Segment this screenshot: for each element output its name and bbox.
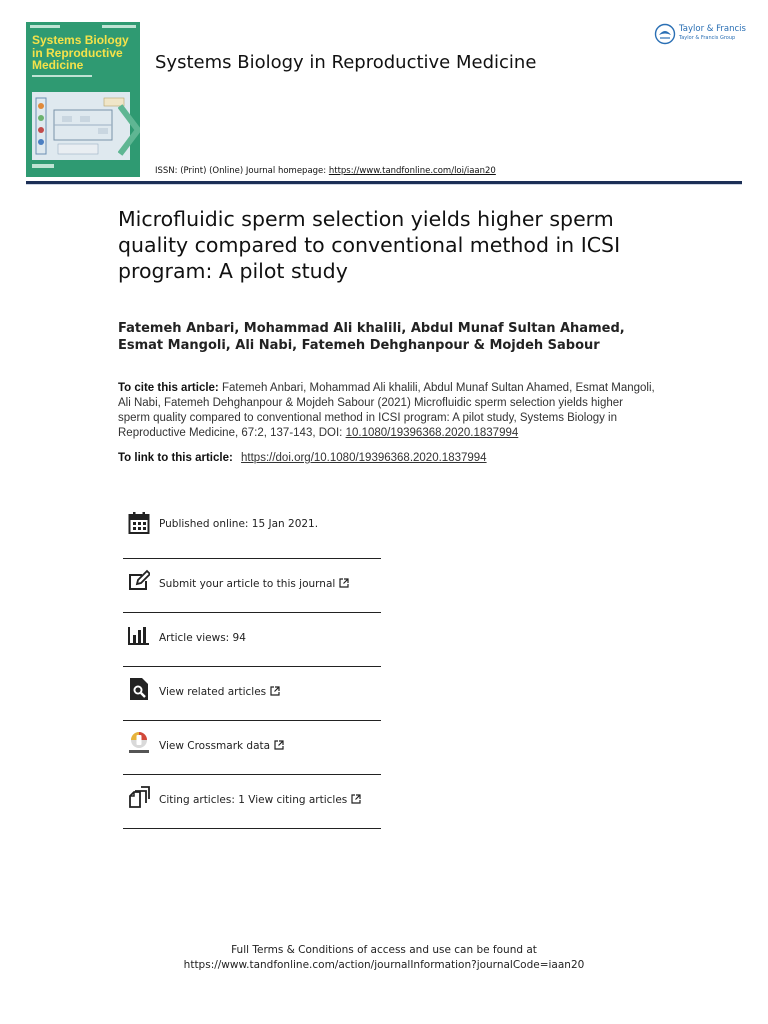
info-related-articles[interactable] <box>123 667 381 721</box>
cite-label: To cite this article: <box>118 382 219 394</box>
footer-line-1: Full Terms & Conditions of access and use can be found at <box>231 944 537 956</box>
article-link-block <box>118 452 658 464</box>
footer-terms <box>0 943 768 973</box>
article-doi-url[interactable]: https://doi.org/10.1080/19396368.2020.1837994 <box>241 452 487 464</box>
cover-title: Systems Biology in Reproductive Medicine <box>32 33 129 72</box>
cover-figure <box>32 92 130 160</box>
bar-chart-icon <box>128 623 150 647</box>
journal-cover <box>26 22 140 177</box>
info-crossmark-text[interactable]: View Crossmark data <box>159 740 271 752</box>
publisher-logo[interactable] <box>654 22 746 48</box>
info-related-text[interactable]: View related articles <box>159 686 267 698</box>
link-label: To link to this article: <box>118 452 233 464</box>
edit-icon <box>128 569 150 593</box>
doi-link[interactable]: 10.1080/19396368.2020.1837994 <box>345 427 519 439</box>
info-crossmark[interactable] <box>123 721 381 775</box>
article-title: Microfluidic sperm selection yields higher sperm quality compared to conventional method in ICSI program: A pilot study <box>118 207 621 283</box>
external-link-icon <box>274 740 284 750</box>
taylor-francis-logo-icon <box>654 23 676 45</box>
citation-block <box>118 381 658 441</box>
external-link-icon <box>270 686 280 696</box>
info-submit-text[interactable]: Submit your article to this journal <box>159 578 336 590</box>
cover-publisher-mark <box>32 164 54 168</box>
info-views-text: Article views: 94 <box>159 632 246 644</box>
publisher-name: Taylor & Francis <box>679 24 746 34</box>
info-citing-text[interactable]: Citing articles: 1 View citing articles <box>159 794 348 806</box>
citing-articles-icon <box>128 785 150 809</box>
info-article-views <box>123 613 381 667</box>
calendar-icon <box>128 511 150 535</box>
info-published <box>123 505 381 559</box>
issn-line <box>155 166 496 176</box>
cover-byline <box>32 75 92 77</box>
info-published-text: Published online: 15 Jan 2021. <box>159 518 319 530</box>
issn-label: ISSN: (Print) (Online) Journal homepage: <box>155 166 327 176</box>
search-document-icon <box>128 677 150 701</box>
journal-homepage-link[interactable]: https://www.tandfonline.com/loi/iaan20 <box>328 166 496 176</box>
cover-top-strip <box>30 25 136 30</box>
info-citing-articles[interactable] <box>123 775 381 829</box>
cite-text: Fatemeh Anbari, Mohammad Ali khalili, Abdul Munaf Sultan Ahamed, Esmat Mangoli, Ali Nabi, Fatemeh Dehghanpour & Mojdeh Sabour (2021) Microfluidic sperm selection yields higher sperm quality compared to conventional method in ICSI program: A pilot study, Systems Biology in Reproductive Medicine, 67:2, 137-143, DOI: <box>118 382 655 439</box>
cover-chevron-icon <box>118 104 140 156</box>
footer-terms-url[interactable]: https://www.tandfonline.com/action/journalInformation?journalCode=iaan20 <box>183 959 585 971</box>
crossmark-icon <box>128 731 150 755</box>
publisher-group: Taylor & Francis Group <box>679 35 736 41</box>
external-link-icon <box>339 578 349 588</box>
article-info-list <box>123 505 381 829</box>
journal-name: Systems Biology in Reproductive Medicine <box>155 52 537 73</box>
info-submit-article[interactable] <box>123 559 381 613</box>
header-divider-light <box>26 184 742 185</box>
article-authors: Fatemeh Anbari, Mohammad Ali khalili, Abdul Munaf Sultan Ahamed, Esmat Mangoli, Ali Nabi, Fatemeh Dehghanpour & Mojdeh Sabour <box>118 321 625 353</box>
external-link-icon <box>351 794 361 804</box>
